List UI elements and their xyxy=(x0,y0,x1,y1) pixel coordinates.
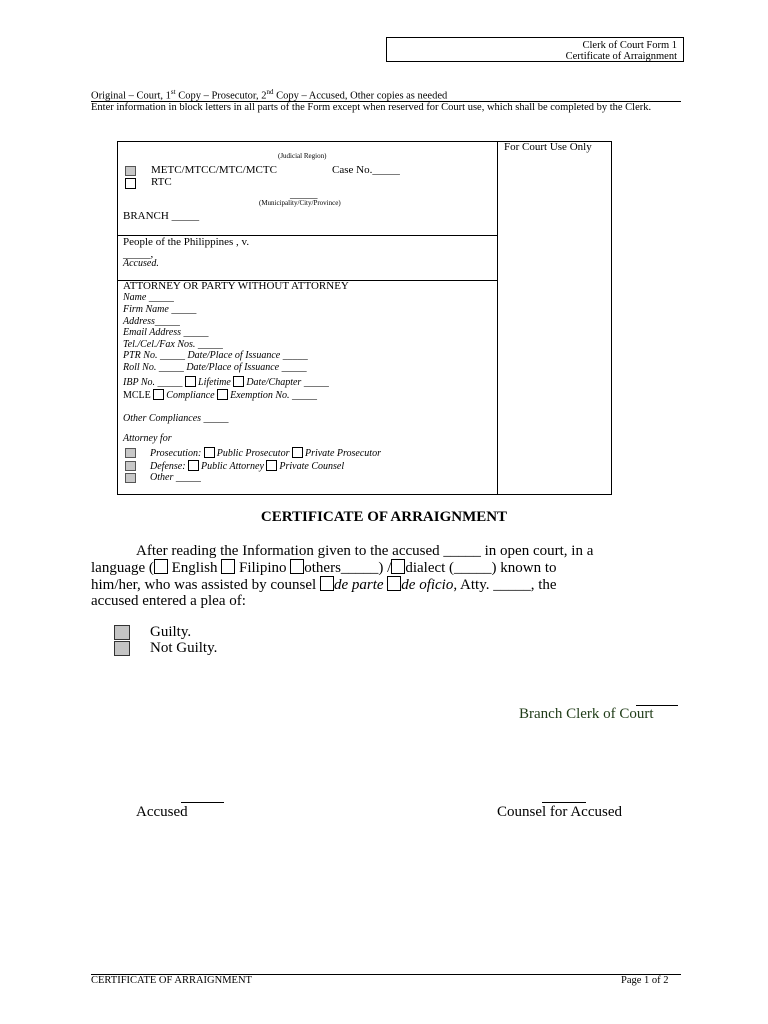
filipino-checkbox[interactable] xyxy=(221,559,235,574)
branch-field[interactable]: BRANCH _____ xyxy=(123,210,200,222)
other-field[interactable]: Other _____ xyxy=(150,472,201,483)
mcle-row xyxy=(123,389,317,401)
guilty-label: Guilty. xyxy=(150,624,192,640)
caption-divider xyxy=(497,141,498,495)
atty-field[interactable]: , Atty. _____, the xyxy=(453,577,557,593)
attorney-heading: ATTORNEY OR PARTY WITHOUT ATTORNEY xyxy=(123,280,349,292)
counsel-signature-line[interactable] xyxy=(542,802,586,803)
accused-signature-line[interactable] xyxy=(181,802,224,803)
public-attorney-label: Public Attorney xyxy=(201,461,264,472)
exemption-checkbox[interactable] xyxy=(217,389,228,400)
public-attorney-checkbox[interactable] xyxy=(188,460,199,471)
private-prosecutor-checkbox[interactable] xyxy=(292,447,303,458)
other-checkbox[interactable] xyxy=(125,473,136,483)
rtc-checkbox[interactable] xyxy=(125,178,136,189)
accused-label: Accused. xyxy=(123,258,159,269)
others-checkbox[interactable] xyxy=(290,559,304,574)
form-number: Clerk of Court Form 1 xyxy=(582,40,677,51)
public-prosecutor-checkbox[interactable] xyxy=(204,447,215,458)
guilty-checkbox[interactable] xyxy=(114,625,130,640)
certificate-line-4: accused entered a plea of: xyxy=(91,593,246,609)
de-parte-checkbox[interactable] xyxy=(320,576,334,591)
defense-checkbox[interactable] xyxy=(125,461,136,471)
prosecution-checkbox[interactable] xyxy=(125,448,136,458)
certificate-line-3: him/her, who was assisted by counsel de parte de oficio, Atty. _____, the xyxy=(91,577,557,593)
accused-name-field[interactable]: _____, xyxy=(123,248,154,260)
others-field[interactable]: others_____) / xyxy=(304,560,392,576)
private-counsel-label: Private Counsel xyxy=(279,461,345,472)
municipality-label: (Municipality/City/Province) xyxy=(259,199,341,207)
private-counsel-checkbox[interactable] xyxy=(266,460,277,471)
lifetime-label: Lifetime xyxy=(198,377,231,388)
firm-name-field[interactable]: Firm Name _____ xyxy=(123,304,197,315)
not-guilty-label: Not Guilty. xyxy=(150,640,218,656)
certificate-line-2: language ( English Filipino others_____) / dialect (_____) known to xyxy=(91,560,557,576)
certificate-title: CERTIFICATE OF ARRAIGNMENT xyxy=(260,509,508,525)
tel-field[interactable]: Tel./Cel./Fax Nos. _____ xyxy=(123,339,223,350)
de-oficio-checkbox[interactable] xyxy=(387,576,401,591)
ibp-field[interactable]: IBP No. _____ xyxy=(123,377,183,388)
english-checkbox[interactable] xyxy=(154,559,168,574)
parties-title: People of the Philippines , v. xyxy=(123,236,250,248)
defense-label: Defense: xyxy=(150,461,186,472)
rtc-label: RTC xyxy=(151,176,172,188)
attorney-name-field[interactable]: Name _____ xyxy=(123,292,174,303)
footer-title: CERTIFICATE OF ARRAIGNMENT xyxy=(91,975,252,986)
prosecution-row xyxy=(150,447,381,459)
form-title: Certificate of Arraignment xyxy=(565,51,677,62)
court-use-label: For Court Use Only xyxy=(504,141,592,153)
copies-distribution: Original – Court, 1st Copy – Prosecutor, 2nd Copy – Accused, Other copies as needed xyxy=(91,88,448,102)
dialect-field[interactable]: dialect (_____) known to xyxy=(405,560,557,576)
compliance-label: Compliance xyxy=(166,390,215,401)
form-id-box xyxy=(386,37,684,62)
date-chapter-checkbox[interactable] xyxy=(233,376,244,387)
attorney-for-label: Attorney for xyxy=(123,433,172,444)
branch-clerk-label: Branch Clerk of Court xyxy=(519,706,654,722)
caption-table xyxy=(117,141,612,495)
private-prosecutor-label: Private Prosecutor xyxy=(304,448,381,459)
form-instructions: Enter information in block letters in all parts of the Form except when reserved for Court use, which shall be completed by the Clerk. xyxy=(91,102,652,113)
metc-checkbox[interactable] xyxy=(125,166,136,176)
case-number-field[interactable]: Case No._____ xyxy=(332,164,400,176)
other-compliances-field[interactable]: Other Compliances _____ xyxy=(123,413,229,424)
public-prosecutor-label: Public Prosecutor xyxy=(216,448,290,459)
dialect-checkbox[interactable] xyxy=(391,559,405,574)
defense-row xyxy=(150,460,344,472)
not-guilty-checkbox[interactable] xyxy=(114,641,130,656)
mcle-label: MCLE xyxy=(123,390,151,401)
metc-label: METC/MTCC/MTC/MCTC xyxy=(151,164,277,176)
lifetime-checkbox[interactable] xyxy=(185,376,196,387)
email-field[interactable]: Email Address _____ xyxy=(123,327,209,338)
page-number: Page 1 of 2 xyxy=(621,975,669,986)
municipality-field[interactable]: _____ xyxy=(290,188,318,200)
accused-signature-label: Accused xyxy=(136,804,188,820)
prosecution-label: Prosecution: xyxy=(150,448,202,459)
roll-field[interactable]: Roll No. _____ Date/Place of Issuance _____ xyxy=(123,362,307,373)
compliance-checkbox[interactable] xyxy=(153,389,164,400)
certificate-line-1: After reading the Information given to the accused _____ in open court, in a xyxy=(136,543,594,559)
ptr-field[interactable]: PTR No. _____ Date/Place of Issuance _____ xyxy=(123,350,308,361)
ibp-row xyxy=(123,376,329,388)
date-chapter-field[interactable]: Date/Chapter _____ xyxy=(246,377,329,388)
exemption-field[interactable]: Exemption No. _____ xyxy=(230,390,318,401)
judicial-region-label: (Judicial Region) xyxy=(278,152,327,160)
counsel-signature-label: Counsel for Accused xyxy=(497,804,622,820)
address-field[interactable]: Address_____ xyxy=(123,316,180,327)
